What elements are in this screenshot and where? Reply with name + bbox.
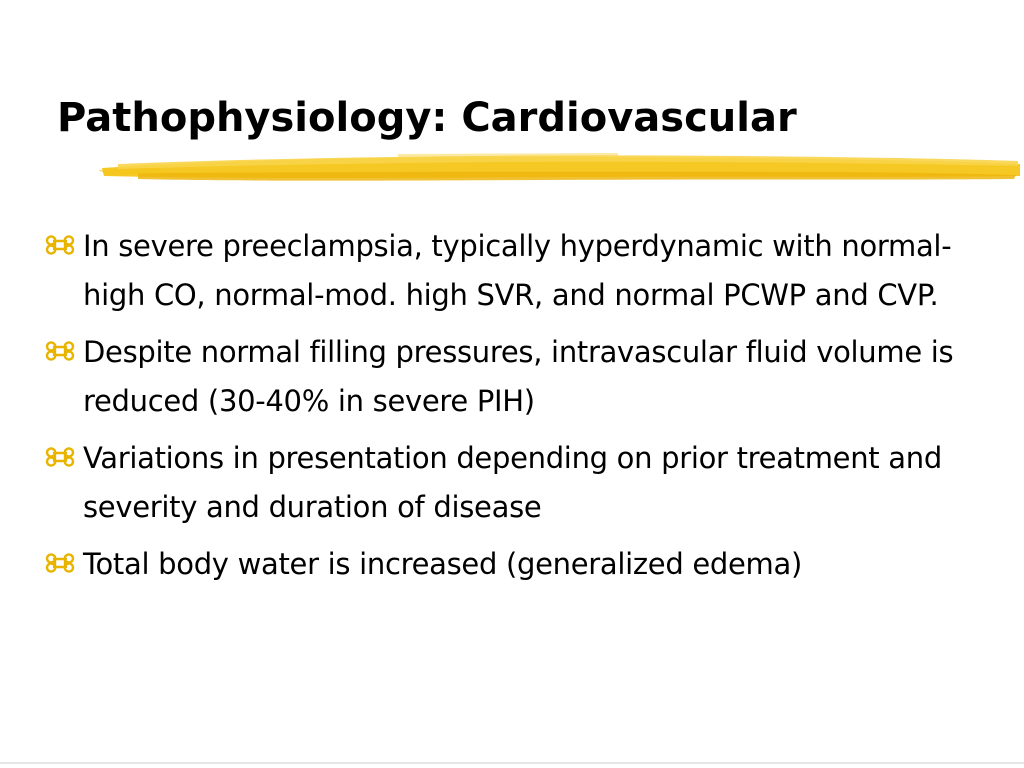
title-underline-brush-stroke — [98, 146, 1024, 186]
command-key-icon — [44, 548, 76, 578]
list-item — [40, 222, 990, 320]
list-item — [40, 328, 990, 426]
bullet-text: Despite normal filling pressures, intravascular fluid volume is reduced (30-40% in severe PIH) — [83, 335, 954, 418]
command-key-icon — [44, 336, 76, 366]
bullet-text: Total body water is increased (generalized edema) — [83, 547, 802, 581]
slide-title: Pathophysiology: Cardiovascular — [57, 95, 797, 141]
list-item — [40, 434, 990, 532]
bullet-list — [40, 222, 990, 597]
command-key-icon — [44, 230, 76, 260]
bottom-divider — [0, 762, 1024, 764]
bullet-text: In severe preeclampsia, typically hyperdynamic with normal-high CO, normal-mod. high SVR, and normal PCWP and CVP. — [83, 229, 952, 312]
list-item — [40, 540, 990, 589]
command-key-icon — [44, 442, 76, 472]
bullet-text: Variations in presentation depending on prior treatment and severity and duration of disease — [83, 441, 942, 524]
